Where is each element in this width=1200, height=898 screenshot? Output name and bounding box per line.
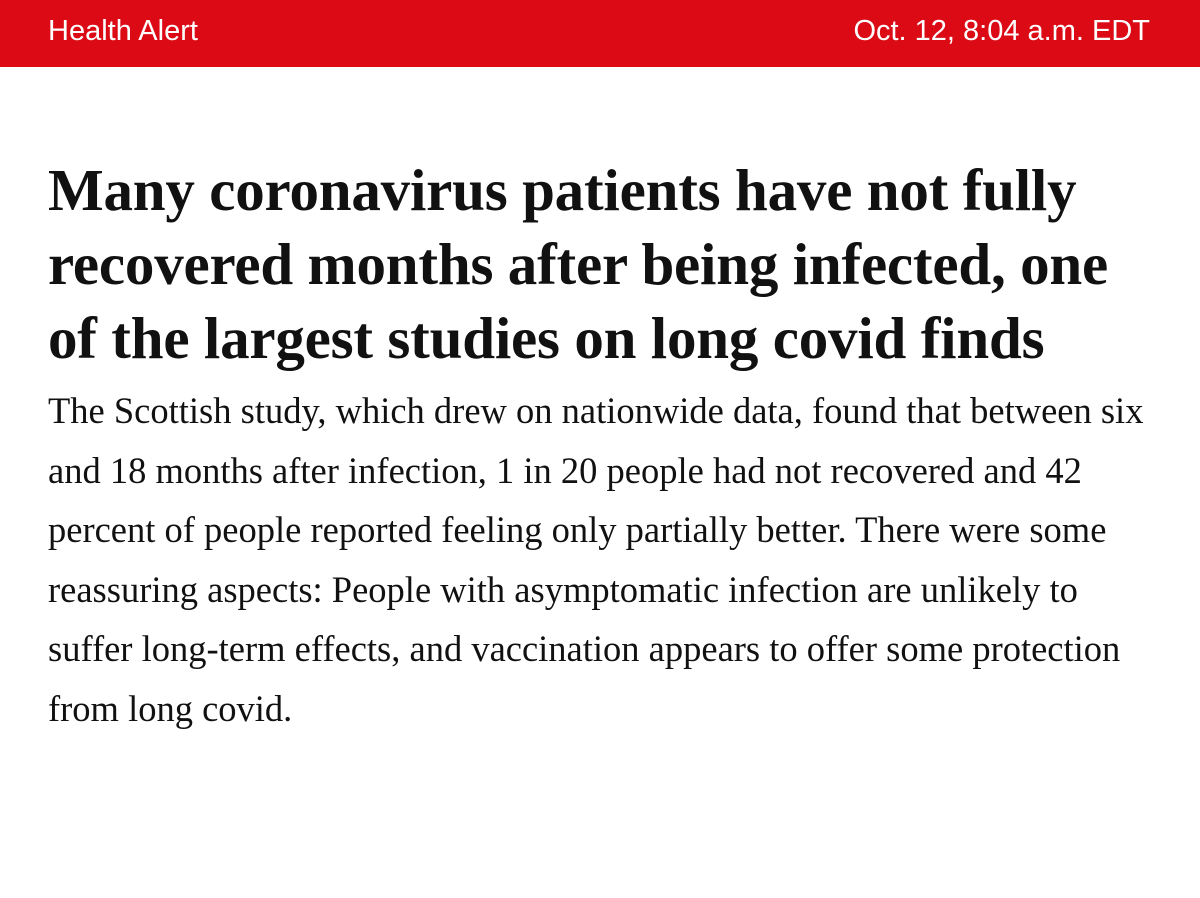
article-headline[interactable]: Many coronavirus patients have not fully recovered months after being infected, one of the largest studies on long covid finds	[48, 157, 1108, 371]
alert-label: Health Alert	[48, 15, 198, 47]
alert-timestamp: Oct. 12, 8:04 a.m. EDT	[853, 15, 1150, 47]
alert-banner	[0, 0, 1200, 67]
article-content	[48, 153, 1168, 738]
article-summary: The Scottish study, which drew on nationwide data, found that between six and 18 months after infection, 1 in 20 people had not recovered and 42 percent of people reported feeling only partially better. There were some reassuring aspects: People with asymptomatic infection are unlikely to suffer long-term effects, and vaccination appears to offer some protection from long covid.	[48, 390, 1144, 729]
